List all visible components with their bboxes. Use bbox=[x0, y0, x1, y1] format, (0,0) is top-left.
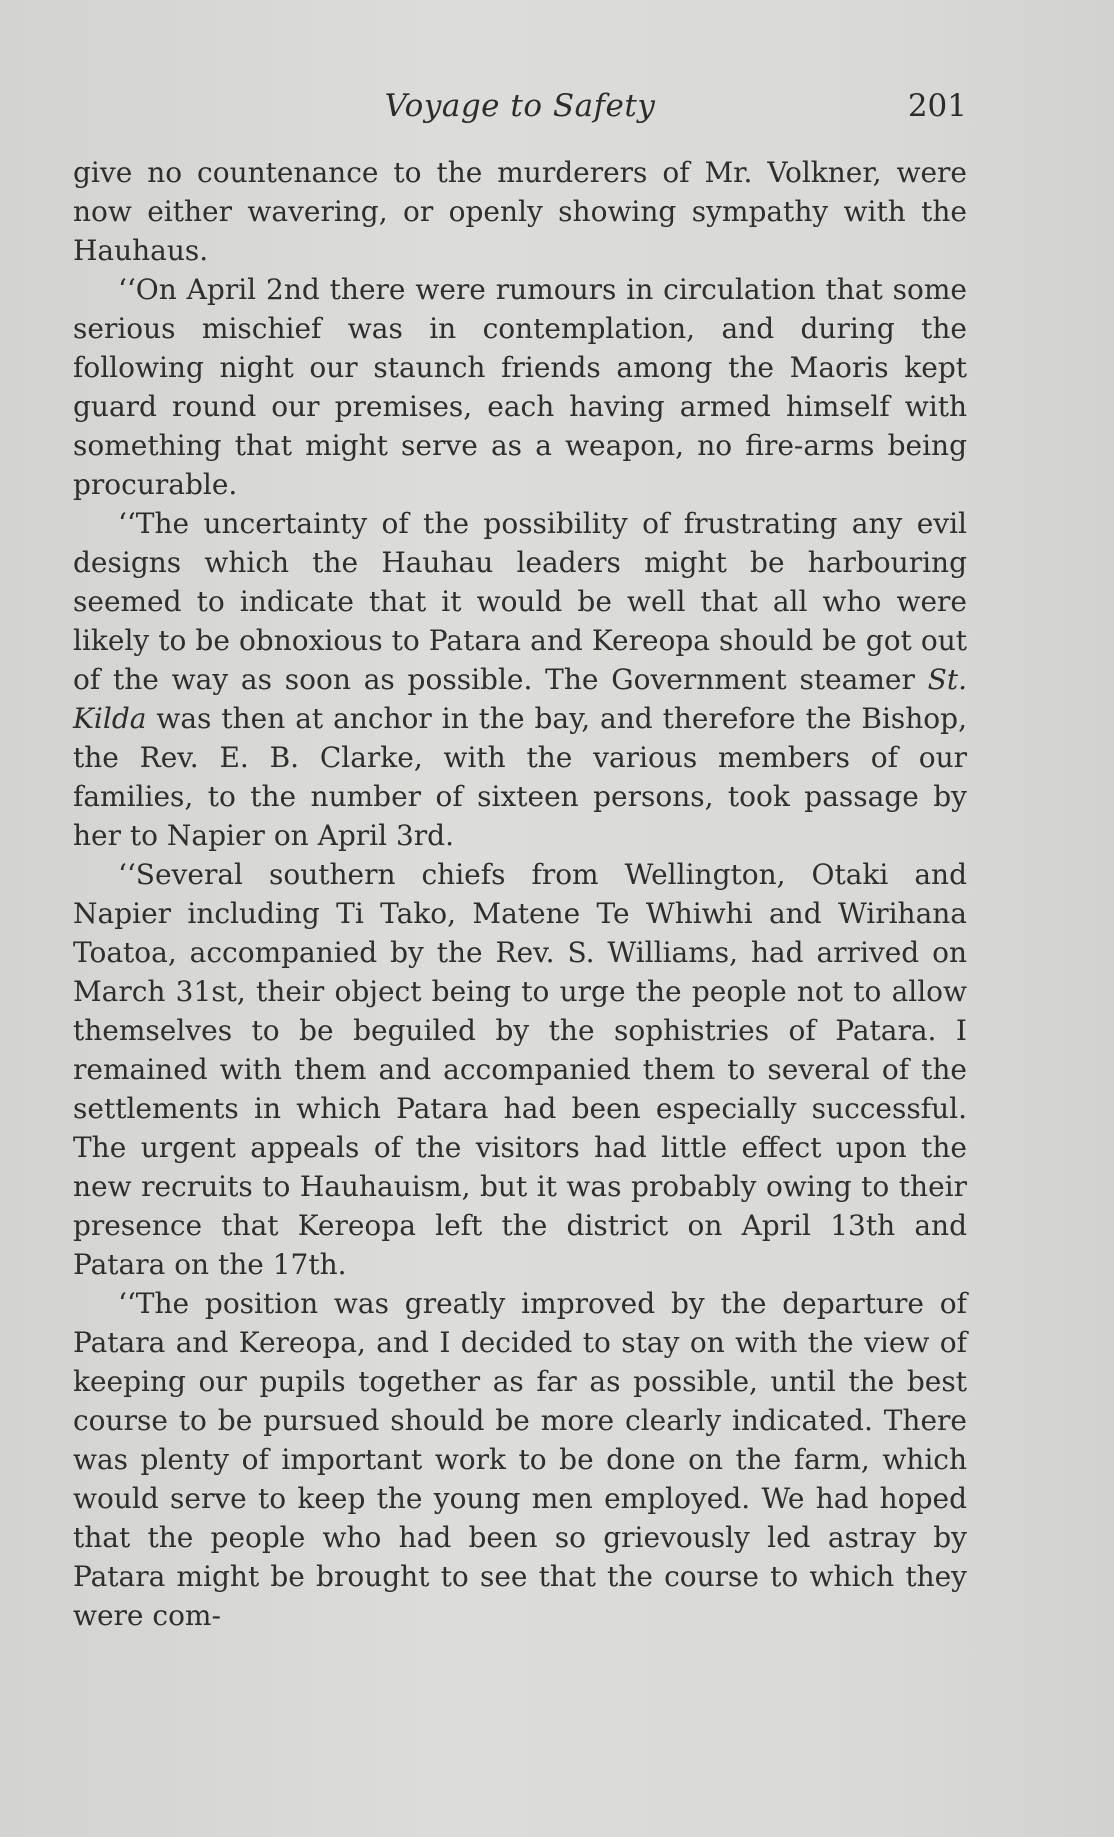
page-header bbox=[73, 88, 967, 128]
paragraph-april-2nd: ‘‘On April 2nd there were rumours in circulation that some serious mischief was in contemplation, and during the following night our staunch friends among the Maoris kept guard round our premises, each having armed himself with something that might serve as a weapon, no fire-arms being procurable. bbox=[73, 273, 967, 501]
paragraph-continuation: give no countenance to the murderers of Mr. Volkner, were now either wavering, or openly showing sympathy with the Hauhaus. bbox=[73, 156, 967, 267]
paragraph-uncertainty bbox=[73, 504, 967, 855]
running-title: Voyage to Safety bbox=[384, 88, 656, 124]
page-number: 201 bbox=[907, 88, 967, 124]
body-text bbox=[73, 153, 967, 1635]
paragraph-uncertainty-part-a: ‘‘The uncertainty of the possibility of frustrating any evil designs which the Hauhau leaders might be harbouring seemed to indicate that it would be well that all who were likely to be obnoxious to Patara and Kereopa should be got out of the way as soon as possible. The Government steamer bbox=[73, 507, 967, 696]
paragraph-uncertainty-part-b: was then at anchor in the bay, and therefore the Bishop, the Rev. E. B. Clarke, with the various members of our families, to the number of sixteen persons, took passage by her to Napier on April 3rd. bbox=[73, 702, 967, 852]
ship-name: St. Kilda bbox=[73, 663, 967, 735]
paragraph-southern-chiefs: ‘‘Several southern chiefs from Wellington, Otaki and Napier including Ti Tako, Matene Te Whiwhi and Wirihana Toatoa, accompanied by the Rev. S. Williams, had arrived on March 31st, their object being to urge the people not to allow themselves to be beguiled by the sophistries of Patara. I remained with them and accompanied them to several of the settlements in which Patara had been especially successful. The urgent appeals of the visitors had little effect upon the new recruits to Hauhauism, but it was probably owing to their presence that Kereopa left the district on April 13th and Patara on the 17th. bbox=[73, 858, 967, 1281]
paragraph-position-improved: ‘‘The position was greatly improved by the departure of Patara and Kereopa, and I decided to stay on with the view of keeping our pupils together as far as possible, until the best course to be pursued should be more clearly indicated. There was plenty of important work to be done on the farm, which would serve to keep the young men employed. We had hoped that the people who had been so grievously led astray by Patara might be brought to see that the course to which they were com- bbox=[73, 1287, 967, 1632]
